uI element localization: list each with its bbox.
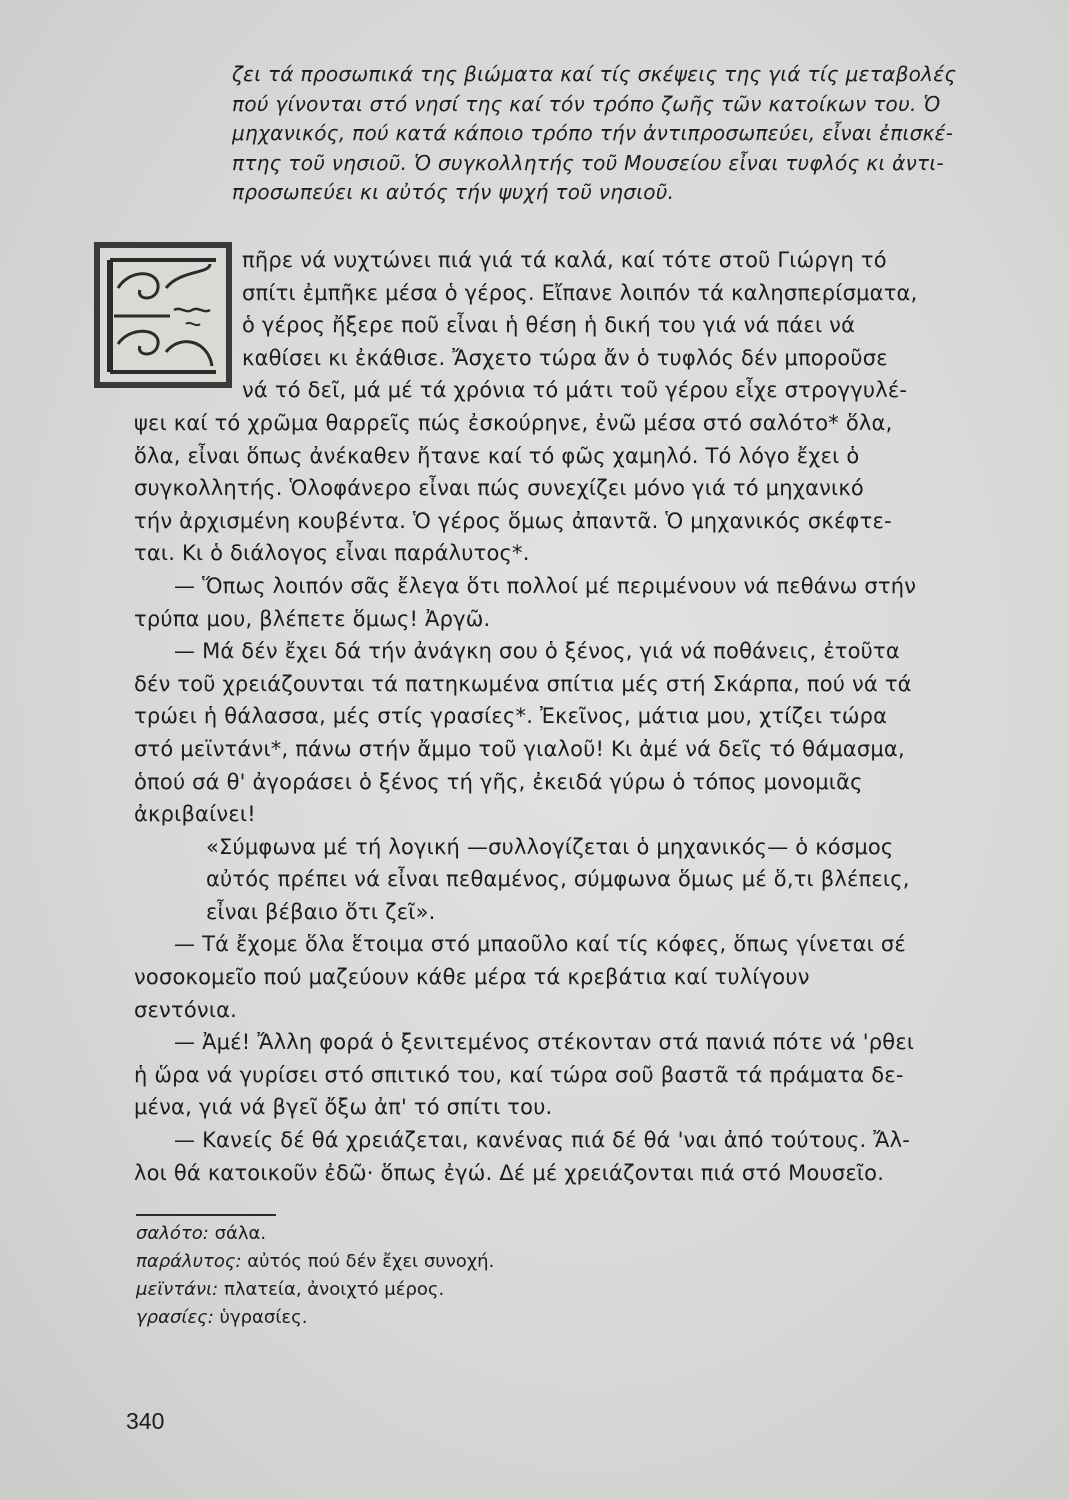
text-line: καθίσει κι ἐκάθισε. Ἄσχετο τώρα ἄν ὁ τυφλός δέν μποροῦσε: [242, 345, 888, 370]
text-line: πῆρε νά νυχτώνει πιά γιά τά καλά, καί τότε στοῦ Γιώργη τό: [242, 248, 887, 272]
text-line: «Σύμφωνα μέ τή λογική —συλλογίζεται ὁ μηχανικός— ὁ κόσμος: [206, 834, 894, 859]
intro-line: προσωπεύει κι αὐτός τήν ψυχή τοῦ νησιοῦ.: [232, 180, 675, 204]
engineer-thought-quote: [134, 831, 992, 929]
text-line: σεντόνια.: [134, 997, 238, 1022]
footnote-definition: αὐτός πού δέν ἔχει συνοχή.: [247, 1251, 495, 1272]
intro-line: μηχανικός, πού κατά κάποιο τρόπο τήν ἀντιπροσωπεύει, εἶναι ἐπισκέ-: [232, 121, 954, 145]
text-line: τρύπα μου, βλέπετε ὅμως! Ἀργῶ.: [134, 606, 491, 631]
text-line: λοι θά κατοικοῦν ἐδῶ· ὅπως ἐγώ. Δέ μέ χρειάζονται πιά στό Μουσεῖο.: [134, 1160, 885, 1185]
text-line: ἀκριβαίνει!: [134, 802, 256, 827]
text-line: δέν τοῦ χρειάζουνται τά πατηκωμένα σπίτια μές στή Σκάρπα, πού νά τά: [134, 671, 912, 696]
dialogue-paragraph: [134, 928, 992, 1026]
text-line: ὁ γέρος ἤξερε ποῦ εἶναι ἡ θέση ἡ δική του γιά νά πάει νά: [242, 313, 856, 338]
text-line: — Μά δέν ἔχει δά τήν ἀνάγκη σου ὁ ξένος, γιά νά ποθάνεις, ἐτοῦτα: [174, 639, 900, 664]
intro-line: πού γίνονται στό νησί της καί τόν τρόπο ζωῆς τῶν κατοίκων του. Ὁ: [232, 91, 941, 116]
text-line: νοσοκομεῖο πού μαζεύουν κάθε μέρα τά κρεβάτια καί τυλίγουν: [134, 965, 810, 990]
text-line: τήν ἀρχισμένη κουβέντα. Ὁ γέρος ὅμως ἀπαντᾶ. Ὁ μηχανικός σκέφτε-: [134, 508, 892, 533]
footnote-definition: ὑγρασίες.: [219, 1307, 308, 1328]
footnote-definition: πλατεία, ἀνοιχτό μέρος.: [223, 1279, 445, 1300]
dialogue-paragraph: [134, 635, 992, 831]
footnotes: [136, 1220, 494, 1332]
page-number: 340: [126, 1408, 165, 1434]
text-line: μένα, γιά νά βγεῖ ὄξω ἀπ' τό σπίτι του.: [134, 1095, 553, 1120]
text-line: εἶναι βέβαιο ὅτι ζεῖ».: [206, 899, 436, 924]
text-line: ὅλα, εἶναι ὅπως ἀνέκαθεν ἤτανε καί τό φῶς χαμηλό. Τό λόγο ἔχει ὁ: [134, 443, 860, 468]
text-line: — Τά ἔχομε ὅλα ἕτοιμα στό μπαοῦλο καί τίς κόφες, ὅπως γίνεται σέ: [174, 932, 906, 957]
opening-paragraph: [134, 244, 992, 570]
dialogue-paragraph: [134, 1124, 992, 1189]
footnote-item: [136, 1304, 494, 1332]
footnote-term: γρασίες:: [136, 1307, 214, 1328]
footnote-definition: σάλα.: [214, 1223, 267, 1244]
text-line: ται. Κι ὁ διάλογος εἶναι παράλυτος*.: [134, 541, 530, 566]
text-line: νά τό δεῖ, μά μέ τά χρόνια τό μάτι τοῦ γέρου εἶχε στρογγυλέ-: [242, 378, 908, 403]
text-line: τρώει ἡ θάλασσα, μές στίς γρασίες*. Ἐκεῖνος, μάτια μου, χτίζει τώρα: [134, 704, 888, 729]
text-line: — Ὅπως λοιπόν σᾶς ἔλεγα ὅτι πολλοί μέ περιμένουν νά πεθάνω στήν: [174, 573, 917, 598]
footnote-term: παράλυτος:: [136, 1251, 242, 1272]
dialogue-paragraph: [134, 1026, 992, 1124]
intro-line: ζει τά προσωπικά της βιώματα καί τίς σκέψεις της γιά τίς μεταβολές: [232, 62, 957, 86]
intro-italic-paragraph: [232, 60, 992, 208]
text-line: ψει καί τό χρῶμα θαρρεῖς πώς ἐσκούρηνε, ἐνῶ μέσα στό σαλότο* ὅλα,: [134, 410, 893, 435]
main-text: [134, 244, 992, 1189]
footnote-item: [136, 1248, 494, 1276]
footnote-term: σαλότο:: [136, 1223, 209, 1244]
footnote-item: [136, 1276, 494, 1304]
text-line: — Ἀμέ! Ἄλλη φορά ὁ ξενιτεμένος στέκονταν στά πανιά πότε νά 'ρθει: [174, 1030, 915, 1055]
footnote-divider: [136, 1214, 276, 1216]
footnote-term: μεϊντάνι:: [136, 1279, 219, 1300]
text-line: ἡ ὥρα νά γυρίσει στό σπιτικό του, καί τώρα σοῦ βαστᾶ τά πράματα δε-: [134, 1062, 904, 1087]
text-line: συγκολλητής. Ὁλοφάνερο εἶναι πώς συνεχίζει μόνο γιά τό μηχανικό: [134, 476, 864, 501]
intro-line: πτης τοῦ νησιοῦ. Ὁ συγκολλητής τοῦ Μουσείου εἶναι τυφλός κι ἀντι-: [232, 150, 944, 175]
footnote-item: [136, 1220, 494, 1248]
text-line: αὐτός πρέπει νά εἶναι πεθαμένος, σύμφωνα ὅμως μέ ὅ,τι βλέπεις,: [206, 867, 910, 892]
text-line: σπίτι ἐμπῆκε μέσα ὁ γέρος. Εἴπανε λοιπόν τά καλησπερίσματα,: [242, 280, 918, 305]
text-line: ὁπού σά θ' ἀγοράσει ὁ ξένος τή γῆς, ἐκειδά γύρω ὁ τόπος μονομιᾶς: [134, 769, 863, 794]
text-line: στό μεϊντάνι*, πάνω στήν ἄμμο τοῦ γιαλοῦ! Κι ἀμέ νά δεῖς τό θάμασμα,: [134, 736, 905, 761]
text-line: — Κανείς δέ θά χρειάζεται, κανένας πιά δέ θά 'ναι ἀπό τούτους. Ἄλ-: [174, 1128, 911, 1153]
dialogue-paragraph: [134, 570, 992, 635]
